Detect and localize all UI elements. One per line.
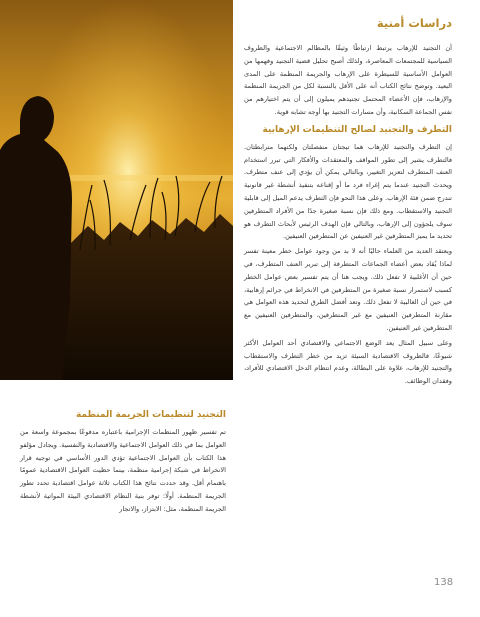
paragraph-radicalization-2: ويعتقد العديد من العلماء حاليًا أنه لا بد من وجود عوامل خطر معينة تفسر لماذا يُقاد بعض أعضاء الجماعات المتطرفة إلى تبرير العنف المتطرف، في حين أن الأغلبية لا تفعل ذلك. ويجب هنا أن يتم تفسير بعض عوامل الخطر كسبب لاستمرار نسبة صغيرة من المتطرفين في الانخراط في جرائم إرهابية، في حين أن الغالبية لا تفعل ذلك. وتعد أفضل الطرق لتحديد هذه العوامل هي مقارنة المتطرفين العنيفين مع غير المتطرفين، والمتطرفين العنيفين مع المتطرفين غير العنيفين. [244,247,452,332]
silhouette-sunset-image [0,0,233,380]
paragraph-organized-crime-1: تم تفسير ظهور المنظمات الإجرامية باعتباره مدفوعًا بمجموعة واسعة من العوامل بما في ذلك العوامل الاجتماعية والاقتصادية والنفسية. ويجادل مؤلفو هذا الكتاب بأن العوامل الاجتماعية تؤدي الدور الأساسي في توجيه قرار الانخراط في شبكة إجرامية منظمة، بينما حظيت العوامل الاقتصادية عمومًا باهتمام أقل. وقد حددت نتائج هذا الكتاب ثلاثة عوامل اقتصادية تحدد تطور الجريمة المنظمة. أولًا: توفر بنية النظام الاقتصادي البيئة المواتية لأنشطة الجريمة المنظمة، مثل: الابتزاز، والاتجار [20,428,226,513]
page-number: 138 [434,577,454,588]
paragraph-radicalization-1: إن التطرف والتجنيد للإرهاب هما تيجتان منفصلتان ولكنهما مترابطتان. فالتطرف يشير إلى تطور المواقف والمعتقدات والأفكار التي تبرر استخدام العنف المتطرف لتعزيز التغيير، وبالتالي يمكن أن يؤدي إلى عنف متطرف. ويحدث التجنيد عندما يتم إغراء فرد ما أو إقناعه بتنفيذ أنشطة غير قانونية تندرج ضمن فئة الإرهاب. وعلى هذا النحو فإن التطرف يدعم الميل إلى قابلية التجنيد والاستقطاب. ومع ذلك فإن نسبة صغيرة جدًا من الأفراد المتطرفين سوف يلجؤون إلى الإرهاب، وبالتالي فإن الهدف الرئيس لأبحاث التطرف هو تحديد ما يميز المتطرفين غير العنيفين عن المتطرفين العنيفين. [244,142,452,241]
section-heading-organized-crime: التجنيد لتنظيمات الجريمة المنظمة [75,410,226,420]
right-column [244,16,452,390]
intro-paragraph: أن التجنيد للإرهاب يرتبط ارتباطًا وثيقًا بالمظالم الاجتماعية والظروف السياسية للمجتمعات المعاصرة، ولذلك أصبح تحليل قضية التجنيد وفهمها من العوامل الأساسية للسيطرة على الإرهاب والجريمة المنظمة على المدى البعيد. وتوضح نتائج الكتاب أنه على الأقل بالنسبة لكل من الجريمة المنظمة والإرهاب، فإن الأعضاء المحتمل تجنيدهم يميلون إلى أن يتم اختيارهم من نفس الجماعة السكانية، وأن مسارات التجنيد بها أوجه تشابه قوية. [244,44,452,116]
page-title: دراسات أمنية [376,16,452,30]
section-heading-radicalization: التطرف والتجنيد لصالح التنظيمات الإرهابية [262,124,452,135]
left-column [20,404,226,518]
paragraph-radicalization-3: وعلى سبيل المثال يعد الوضع الاجتماعي والاقتصادي أحد العوامل الأكثر شيوعًا، فالظروف الاقتصادية السيئة تزيد من خطر التطرف والاستقطاب والتجنيد للإرهاب، علاوة على البطالة، وعدم انتظام الدخل الاقتصادي للأفراد، وفقدان الوظائف. [244,338,452,386]
silhouette-photo [0,0,233,380]
